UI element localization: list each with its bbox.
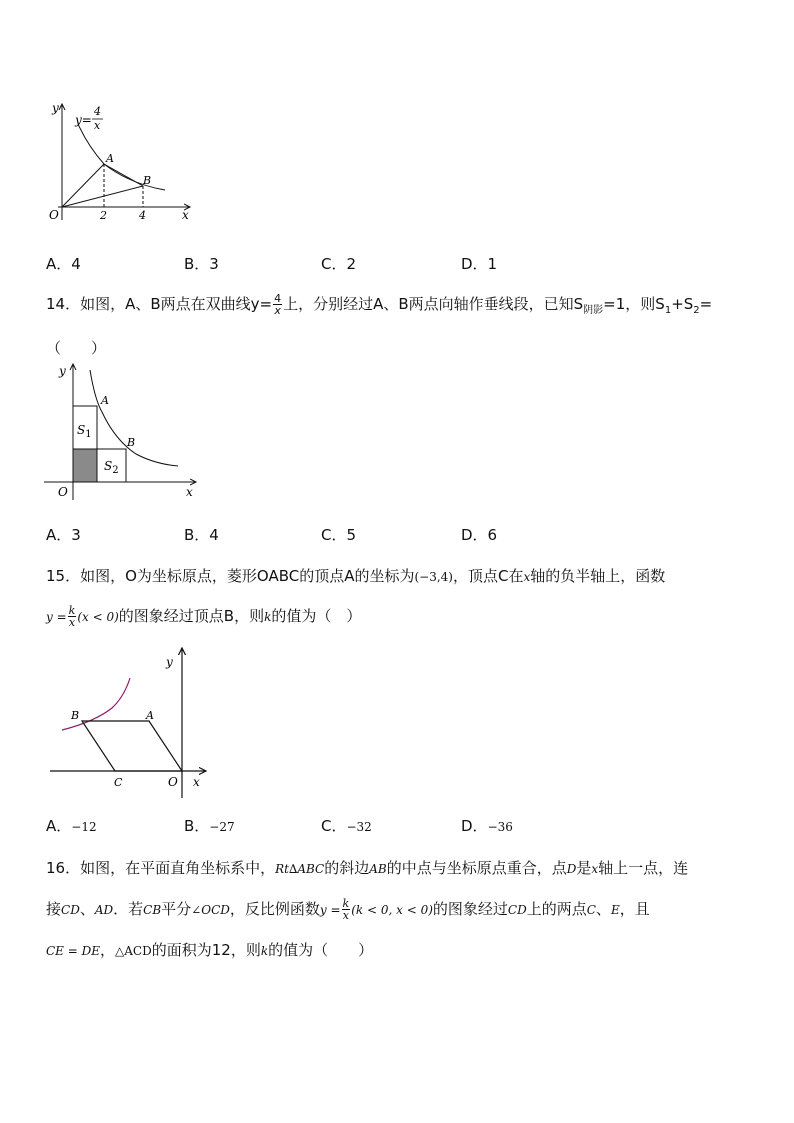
func-num: 4 — [94, 105, 101, 118]
q15-stem-line2: y = $\frac{k}{x}$ (x < 0)的图象经过顶点B，则k的值为（ ） — [46, 604, 362, 629]
x-label: x — [193, 775, 200, 789]
q15-option-d: D．−36 — [461, 817, 513, 835]
point-a: A — [101, 394, 109, 407]
segment-oa — [62, 164, 104, 207]
func-lhs: y= — [75, 113, 92, 127]
x-label: x — [182, 208, 189, 222]
q15-option-c: C．−32 — [321, 817, 372, 835]
q14-figure — [40, 360, 200, 502]
point-b: B — [71, 709, 80, 722]
q13-option-d: D．1 — [461, 255, 498, 273]
q15-option-b: B．−27 — [184, 817, 235, 835]
origin-label: O — [58, 485, 68, 499]
hyperbola-curve — [90, 370, 178, 466]
tick-2: 2 — [100, 209, 107, 222]
x-label: x — [186, 485, 193, 499]
s1-label: $S_1$ — [77, 423, 92, 440]
segment-ab — [104, 164, 143, 186]
segment-ob — [62, 186, 143, 207]
q15-figure — [44, 644, 214, 800]
point-b: B — [127, 436, 136, 449]
q13-option-b: B．3 — [184, 255, 219, 273]
func-den: x — [94, 119, 101, 132]
q13-option-a: A．4 — [46, 255, 81, 273]
q14-stem: 14．如图，A、B两点在双曲线y= $\frac{4}{x}$ 上，分别经过A、B两点向轴作垂线段，已知$S_{阴影}=1$，则$S_1+S_2=$ — [46, 292, 713, 317]
hyperbola-curve — [62, 678, 130, 730]
origin-label: O — [49, 208, 59, 222]
q15-option-a: A．−12 — [46, 817, 97, 835]
q14-answer-paren: （ ） — [46, 339, 107, 357]
origin-label: O — [168, 775, 178, 789]
point-a: A — [106, 152, 114, 165]
s2-label: $S_2$ — [104, 459, 119, 476]
y-label: y — [52, 101, 59, 115]
q15-stem-line1: 15．如图，O为坐标原点，菱形OABC的顶点A的坐标为(−3,4)，顶点C在x轴的负半轴上，函数 — [46, 567, 666, 585]
q14-option-c: C．5 — [321, 526, 357, 544]
q16-stem-line1: 16．如图，在平面直角坐标系中，Rt∆ABC的斜边AB的中点与坐标原点重合，点D是x轴上一点，连 — [46, 859, 689, 877]
q14-option-a: A．3 — [46, 526, 81, 544]
q14-option-d: D．6 — [461, 526, 498, 544]
rhombus-oabc — [82, 721, 182, 771]
shaded-rect — [73, 449, 97, 482]
point-c: C — [114, 776, 123, 789]
q14-option-b: B．4 — [184, 526, 219, 544]
q16-stem-line2: 接CD、AD．若CB平分∠OCD，反比例函数y = $\frac{k}{x}$ (k < 0, x < 0)的图象经过CD上的两点C、E，且 — [46, 897, 650, 922]
point-a: A — [146, 709, 154, 722]
q13-figure — [40, 98, 200, 226]
q13-option-c: C．2 — [321, 255, 357, 273]
point-b: B — [143, 174, 152, 187]
hyperbola-curve — [78, 124, 165, 190]
y-label: y — [59, 364, 66, 378]
y-label: y — [166, 655, 173, 669]
q16-stem-line3: CE = DE，△ACD的面积为12，则k的值为（ ） — [46, 941, 374, 959]
tick-4: 4 — [139, 209, 146, 222]
